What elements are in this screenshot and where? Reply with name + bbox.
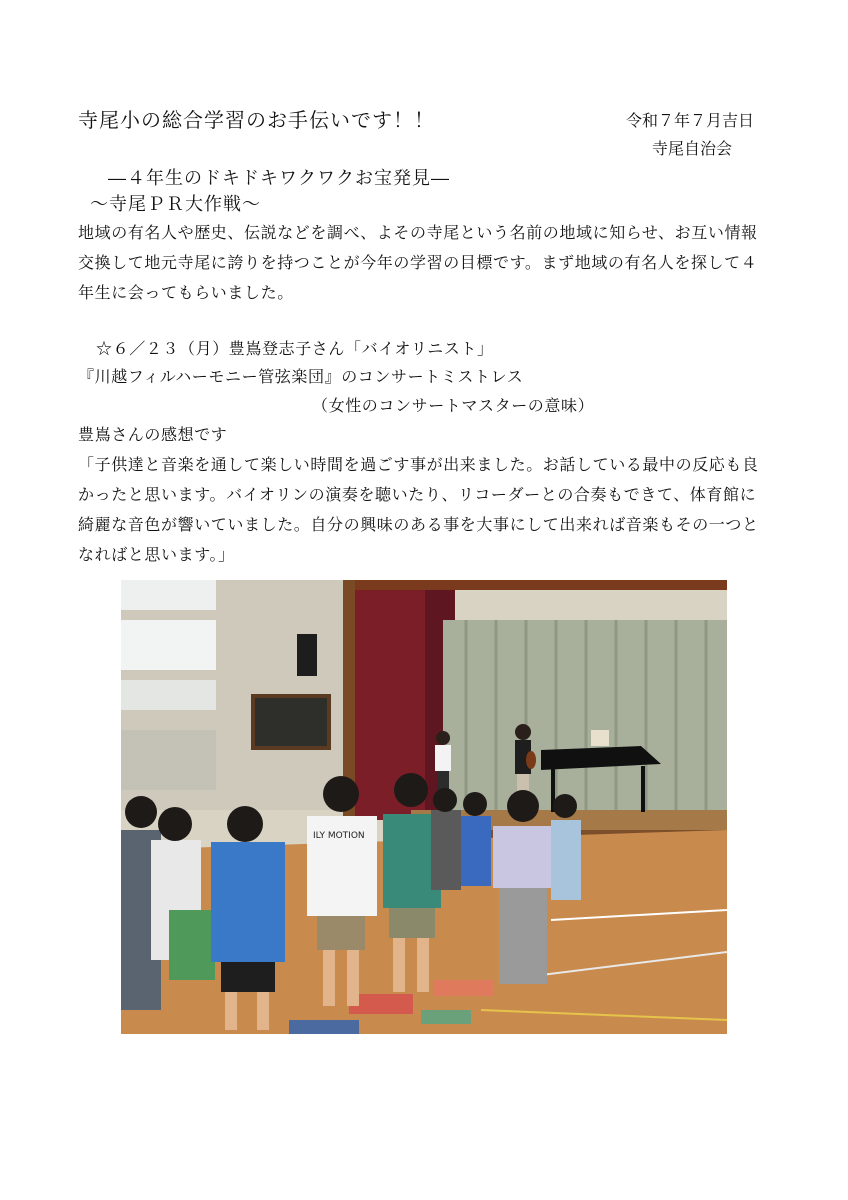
subtitle-line-2: ～寺尾ＰＲ大作戦～	[90, 194, 261, 215]
orchestra-note: （女性のコンサートマスターの意味）	[312, 396, 595, 415]
event-photo	[121, 580, 727, 1034]
organization-name: 寺尾自治会	[652, 139, 733, 158]
issue-date: 令和７年７月吉日	[626, 111, 755, 130]
impressions-quote: 「子供達と音楽を通して楽しい時間を過ごす事が出来ました。お話している最中の反応も良かったと思います。バイオリンの演奏を聴いたり、リコーダーとの合奏もできて、体育館に綺麗な音色が響いていました。自分の興味のある事を大事にして出来れば音楽もその一つとなればと思います。」	[78, 455, 759, 564]
event-heading: ☆６／２３（月）豊嶌登志子さん「バイオリニスト」	[96, 339, 494, 358]
orchestra-line: 『川越フィルハーモニー管弦楽団』のコンサートミストレス	[78, 367, 524, 386]
impressions-label: 豊嶌さんの感想です	[78, 425, 228, 444]
intro-paragraph: 地域の有名人や歴史、伝説などを調べ、よその寺尾という名前の地域に知らせ、お互い情報交換して地元寺尾に誇りを持つことが今年の学習の目標です。まず地域の有名人を探して４年生に会ってもらいました。	[78, 223, 758, 302]
subtitle-line-1: ―４年生のドキドキワクワクお宝発見―	[108, 168, 450, 189]
tshirt-text: ILY MOTION	[313, 831, 365, 841]
page-title: 寺尾小の総合学習のお手伝いです！！	[78, 108, 435, 132]
